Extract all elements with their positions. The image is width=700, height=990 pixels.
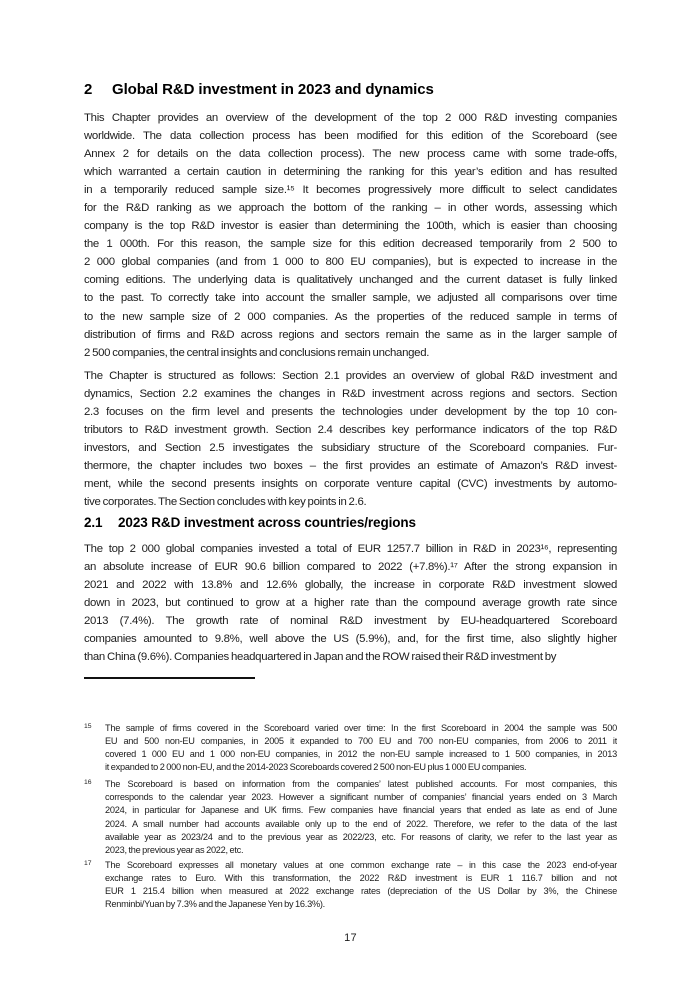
text-line: 2021 and 2022 with 13.8% and 12.6% globally, the increase in corporate R&D investment slowed xyxy=(84,578,617,591)
text-line: covered 1 000 EU and 1 000 non-EU companies, in 2012 the non-EU sample increased to 1 500 companies, in 2013 xyxy=(105,749,617,760)
text-line: dynamics, Section 2.2 examines the changes in R&D investment across regions and sectors. Section xyxy=(84,388,617,401)
subsection-number: 2.1 xyxy=(84,514,103,530)
text-line: 2013 (7.4%). The growth rate of nominal R&D investment by EU-headquartered Scoreboard xyxy=(84,614,617,627)
text-line: The Scoreboard expresses all monetary values at one common exchange rate – in this case the 2023 end-of-year xyxy=(105,859,617,870)
text-line: down in 2023, but continued to grow at a higher rate than the compound average growth rate since xyxy=(84,596,617,609)
text-line: EUR 1 215.4 billion when measured at 2022 exchange rates (depreciation of the US Dollar by 3%, the Chinese xyxy=(105,885,617,896)
text-line: worldwide. The data collection process has been modified for this edition of the Scoreboard (see xyxy=(84,130,617,143)
section-heading xyxy=(84,81,617,98)
text-line: available year as 2023/24 and to the previous year as 2022/23, etc. For reasons of clarity, we refer to the last year as xyxy=(105,831,617,842)
text-line: exchange rates to Euro. With this transformation, the 2022 R&D investment is EUR 1 116.7 billion and not xyxy=(105,872,617,883)
text-line: it expanded to 2 000 non-EU, and the 2014-2023 Scoreboards covered 2 500 non-EU plus 1 000 EU companies. xyxy=(105,762,527,773)
text-line: in a temporarily reduced sample size.¹⁵ It becomes progressively more difficult to select candidates xyxy=(84,184,617,197)
subsection-heading xyxy=(84,514,617,531)
footnotes-section xyxy=(84,722,617,911)
text-line: investors, and Section 2.5 investigates the subsidiary structure of the Scoreboard companies. Fur- xyxy=(84,442,617,455)
text-line: Annex 2 for details on the data collection process). The new process came with some trade-offs, xyxy=(84,148,617,161)
footnote-16-text xyxy=(105,778,617,857)
text-line: which warranted a certain caution in determining the ranking for this year’s edition and has resulted xyxy=(84,166,617,179)
footnote-15-marker: 15 xyxy=(84,722,92,730)
text-line: 2 500 companies, the central insights and conclusions remain unchanged. xyxy=(84,346,430,359)
text-line: Renminbi/Yuan by 7.3% and the Japanese Yen by 16.3%). xyxy=(105,899,325,910)
text-line: 2024, in particular for Japanese and UK firms. Few companies have financial years that ended as late as end of June xyxy=(105,805,617,816)
text-line: than China (9.6%). Companies headquartered in Japan and the ROW raised their R&D investment by xyxy=(84,650,557,663)
text-line: The Chapter is structured as follows: Section 2.1 provides an overview of global R&D investment and xyxy=(84,370,617,383)
text-line: corresponds to the calendar year 2023. However a significant number of companies’ financial years ended on 3 March xyxy=(105,792,617,803)
footnote-17-marker: 17 xyxy=(84,859,92,867)
text-line: the 1 000th. For this reason, the sample size for this edition decreased temporarily from 2 500 to xyxy=(84,238,617,251)
paragraph-rd-investment-2023 xyxy=(84,540,617,666)
footnote-16 xyxy=(84,778,617,857)
text-line: to the past. To correctly take into account the smaller sample, we adjusted all comparisons over time xyxy=(84,292,617,305)
footnote-15-text xyxy=(105,722,617,774)
paragraph-sample-overview xyxy=(84,109,617,362)
text-line: 2 000 global companies (and from 1 000 to 800 EU companies), but is expected to increase in the xyxy=(84,256,617,269)
text-line: The top 2 000 global companies invested a total of EUR 1257.7 billion in R&D in 2023¹⁶, representing xyxy=(84,542,617,555)
text-line: 2023, the previous year as 2022, etc. xyxy=(105,844,244,855)
paragraph-chapter-structure xyxy=(84,367,617,511)
text-line: The Scoreboard is based on information from the companies’ latest published accounts. For most companies, this xyxy=(105,779,617,790)
text-line: The sample of firms covered in the Scoreboard varied over time: In the first Scoreboard in 2004 the sample was 500 xyxy=(105,722,617,733)
footnote-15 xyxy=(84,722,617,774)
section-number: 2 xyxy=(84,81,93,98)
text-line: ment, while the second presents insights on corporate venture capital (CVC) investments by automo- xyxy=(84,478,617,491)
section-title: Global R&D investment in 2023 and dynamics xyxy=(112,81,434,98)
text-line: companies amounted to 9.8%, well above the US (5.9%), and, for the first time, also slightly higher xyxy=(84,632,617,645)
text-line: distribution of firms and R&D across regions and sectors remain the same as in the larger sample of xyxy=(84,328,617,341)
text-line: This Chapter provides an overview of the development of the top 2 000 R&D investing companies xyxy=(84,112,617,124)
footnote-separator xyxy=(84,677,255,679)
text-line: tributors to R&D investment growth. Section 2.4 describes key performance indicators of the top R&D xyxy=(84,424,617,437)
subsection-title: 2023 R&D investment across countries/regions xyxy=(118,514,416,530)
text-line: thermore, the chapter includes two boxes – the first provides an estimate of Amazon’s R&D invest- xyxy=(84,460,617,473)
page-number: 17 xyxy=(344,932,357,945)
text-line: EU and 500 non-EU companies, in 2005 it expanded to 700 EU and 700 non-EU companies, from 2006 to 2011 it xyxy=(105,735,617,746)
footnote-16-marker: 16 xyxy=(84,779,92,787)
text-line: for the R&D ranking as we approach the bottom of the ranking – in other words, assessing which xyxy=(84,202,617,215)
text-line: to the new sample size of 2 000 companies. As the properties of the reduced sample in terms of xyxy=(84,310,617,323)
text-line: coming editions. The underlying data is qualitatively unchanged and the current dataset is fully linked xyxy=(84,274,617,287)
text-line: 2024. A small number had accounts available only up to the end of 2022. Therefore, we refer to the data of the last xyxy=(105,818,617,829)
text-line: 2.3 focuses on the firm level and presents the technologies under development by the top 10 con- xyxy=(84,406,617,419)
footnote-17 xyxy=(84,859,617,911)
text-line: company is the top R&D investor is easier than determining the 100th, which is easier than choosing xyxy=(84,220,617,233)
footnote-17-text xyxy=(105,859,617,911)
text-line: an absolute increase of EUR 90.6 billion compared to 2022 (+7.8%).¹⁷ After the strong expansion in xyxy=(84,560,617,573)
text-line: tive corporates. The Section concludes with key points in 2.6. xyxy=(84,496,367,509)
